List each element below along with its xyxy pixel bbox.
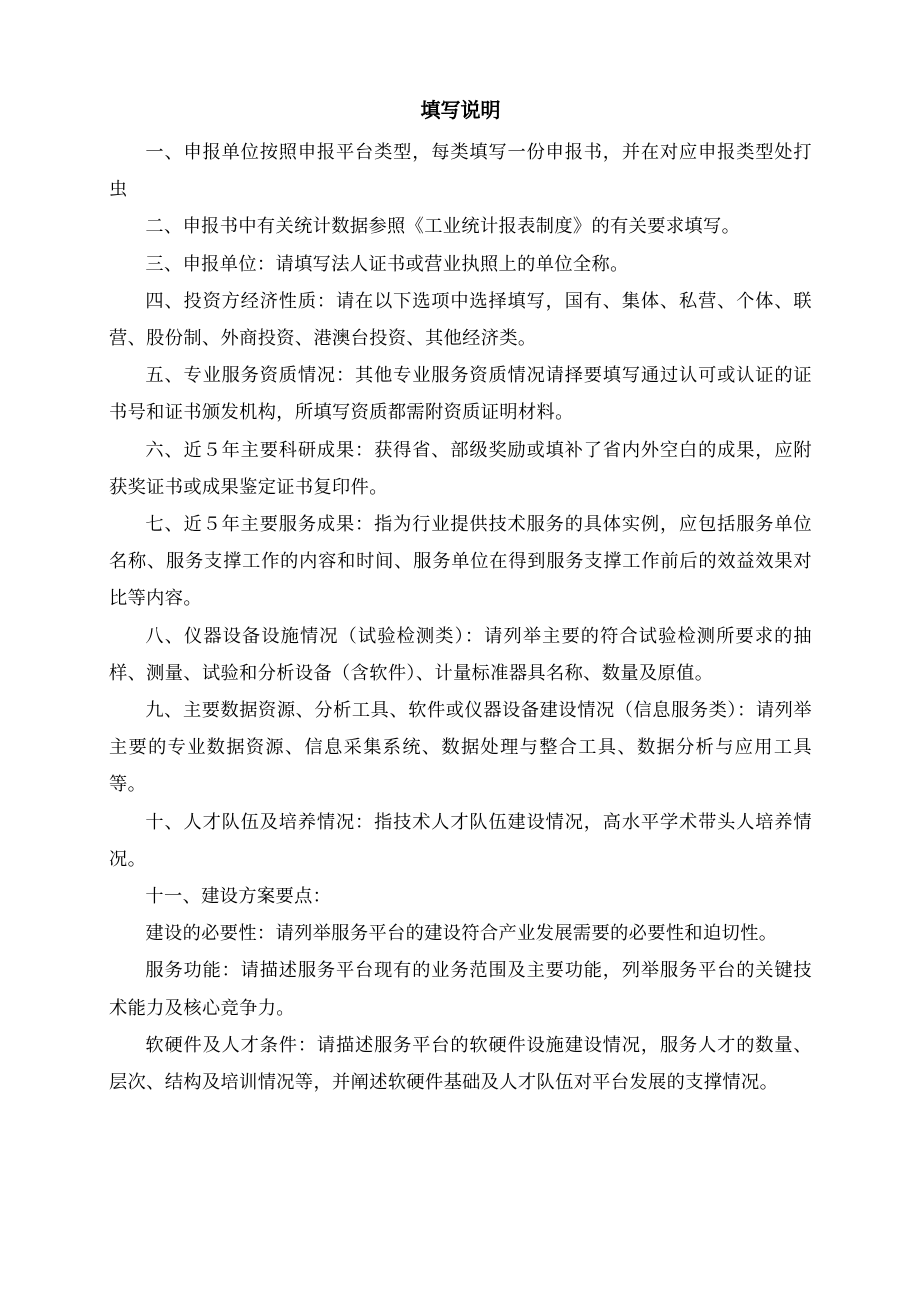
paragraph-service-function: 服务功能：请描述服务平台现有的业务范围及主要功能，列举服务平台的关键技术能力及核心竞争力。: [109, 960, 812, 1019]
document-title: 填写说明: [420, 98, 501, 122]
paragraph-2: 二、申报书中有关统计数据参照《工业统计报表制度》的有关要求填写。: [145, 216, 741, 238]
paragraph-10: 十、人才队伍及培养情况：指技术人才队伍建设情况，高水平学术带头人培养情况。: [109, 811, 812, 870]
paragraph-resources: 软硬件及人才条件：请描述服务平台的软硬件设施建设情况，服务人才的数量、层次、结构及培训情况等，并阐述软硬件基础及人才队伍对平台发展的支撑情况。: [109, 1034, 812, 1094]
paragraph-1: 一、申报单位按照申报平台类型，每类填写一份申报书，并在对应申报类型处打虫: [109, 142, 812, 201]
paragraph-8: 八、仪器设备设施情况（试验检测类）：请列举主要的符合试验检测所要求的抽样、测量、试验和分析设备（含软件）、计量标准器具名称、数量及原值。: [109, 625, 812, 684]
paragraph-6: 六、近５年主要科研成果：获得省、部级奖励或填补了省内外空白的成果，应附获奖证书或成果鉴定证书复印件。: [109, 439, 812, 498]
paragraph-3: 三、申报单位：请填写法人证书或营业执照上的单位全称。: [145, 253, 629, 275]
paragraph-4: 四、投资方经济性质：请在以下选项中选择填写，国有、集体、私营、个体、联营、股份制、外商投资、港澳台投资、其他经济类。: [109, 290, 812, 350]
paragraph-7: 七、近５年主要服务成果：指为行业提供技术服务的具体实例，应包括服务单位名称、服务支撑工作的内容和时间、服务单位在得到服务支撑工作前后的效益效果对比等内容。: [109, 514, 812, 610]
paragraph-9: 九、主要数据资源、分析工具、软件或仪器设备建设情况（信息服务类）：请列举主要的专业数据资源、信息采集系统、数据处理与整合工具、数据分析与应用工具等。: [109, 700, 812, 796]
paragraph-5: 五、专业服务资质情况：其他专业服务资质情况请择要填写通过认可或认证的证书号和证书颁发机构，所填写资质都需附资质证明材料。: [109, 365, 812, 424]
paragraph-11: 十一、建设方案要点：: [145, 886, 332, 908]
paragraph-necessity: 建设的必要性：请列举服务平台的建设符合产业发展需要的必要性和迫切性。: [145, 923, 778, 945]
